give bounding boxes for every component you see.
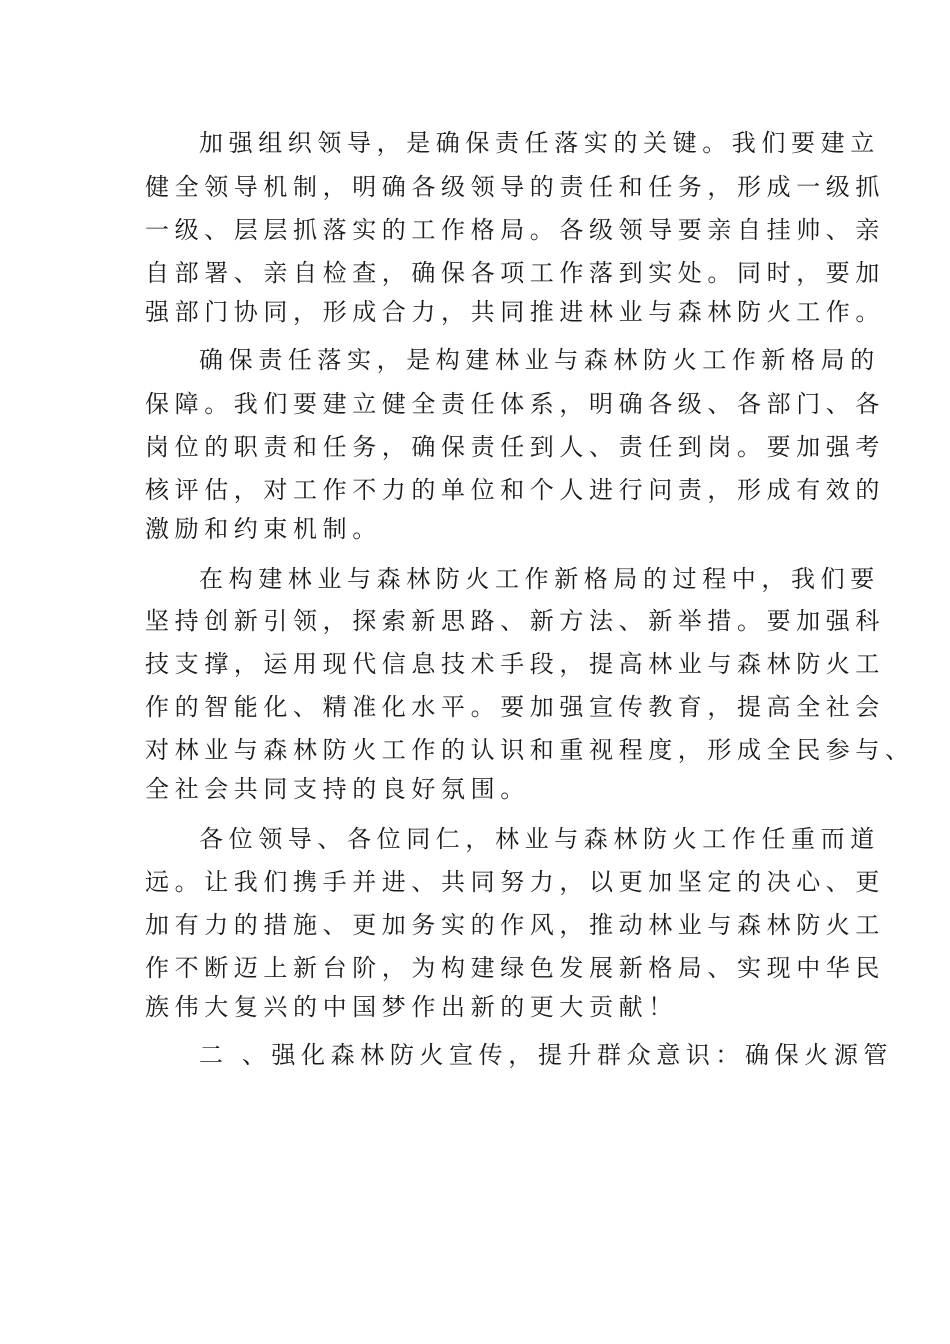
paragraph-3-line-3: 技支撑，运用现代信息技术手段，提高林业与森林防火工 (145, 650, 885, 678)
paragraph-1-line-1: 加强组织领导，是确保责任落实的关键。我们要建立 (199, 129, 880, 157)
paragraph-2-line-1: 确保责任落实，是构建林业与森林防火工作新格局的 (199, 346, 880, 374)
paragraph-1-line-4: 自部署、亲自检查，确保各项工作落到实处。同时，要加 (145, 259, 885, 287)
paragraph-4-line-1: 各位领导、各位同仁，林业与森林防火工作任重而道 (199, 825, 880, 853)
paragraph-3-line-2: 坚持创新引领，探索新思路、新方法、新举措。要加强科 (145, 607, 885, 635)
paragraph-3-line-1: 在构建林业与森林防火工作新格局的过程中，我们要 (199, 565, 880, 593)
section-heading: 二 、强化森林防火宣传，提升群众意识：确保火源管 (199, 1041, 894, 1069)
paragraph-2-line-4: 核评估，对工作不力的单位和个人进行问责，形成有效的 (145, 476, 885, 504)
paragraph-2-line-3: 岗位的职责和任务，确保责任到人、责任到岗。要加强考 (145, 433, 885, 461)
paragraph-3-line-5: 对林业与森林防火工作的认识和重视程度，形成全民参与、 (145, 736, 915, 764)
paragraph-3-line-4: 作的智能化、精准化水平。要加强宣传教育，提高全社会 (145, 693, 885, 721)
paragraph-4-line-2: 远。让我们携手并进、共同努力，以更加坚定的决心、更 (145, 868, 885, 896)
paragraph-2-line-5: 激励和约束机制。 (145, 515, 382, 543)
paragraph-1-line-2: 健全领导机制，明确各级领导的责任和任务，形成一级抓 (145, 173, 885, 201)
paragraph-1-line-5: 强部门协同，形成合力，共同推进林业与森林防火工作。 (145, 298, 885, 326)
paragraph-3-line-6: 全社会共同支持的良好氛围。 (145, 775, 530, 803)
paragraph-1-line-3: 一级、层层抓落实的工作格局。各级领导要亲自挂帅、亲 (145, 216, 885, 244)
paragraph-4-line-4: 作不断迈上新台阶，为构建绿色发展新格局、实现中华民 (145, 954, 885, 982)
paragraph-2-line-2: 保障。我们要建立健全责任体系，明确各级、各部门、各 (145, 390, 885, 418)
paragraph-4-line-5: 族伟大复兴的中国梦作出新的更大贡献！ (145, 993, 678, 1021)
paragraph-4-line-3: 加有力的措施、更加务实的作风，推动林业与森林防火工 (145, 911, 885, 939)
